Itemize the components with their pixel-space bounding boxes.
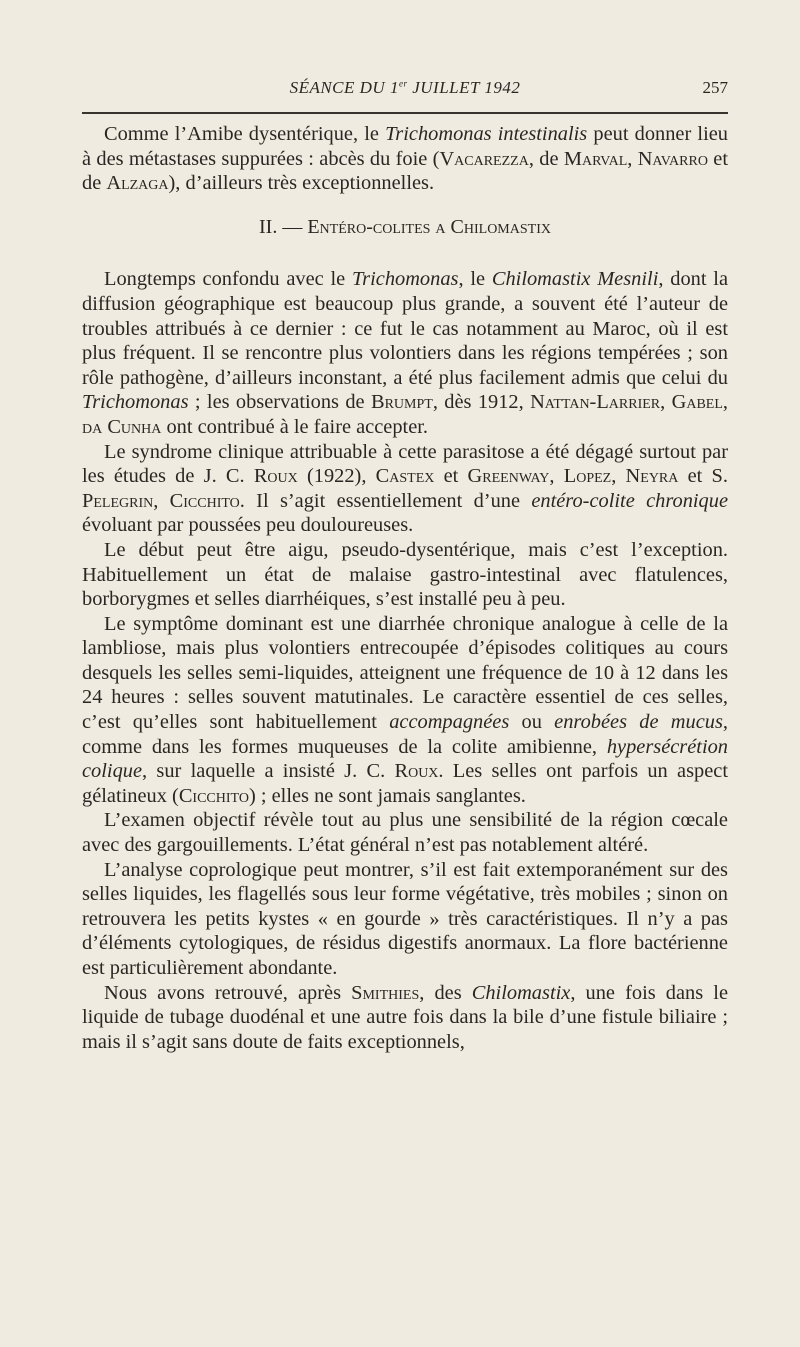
author-name: da Cunha xyxy=(82,415,162,438)
author-name: Smithies xyxy=(351,981,420,1004)
text-span: ; les observations de xyxy=(188,391,371,414)
text-span: , de xyxy=(528,147,564,170)
paragraph-syndrome xyxy=(82,440,728,538)
text-span: Longtemps confondu avec le xyxy=(104,268,352,291)
author-name: Lopez xyxy=(563,465,612,488)
author-name: Pelegrin xyxy=(82,489,154,512)
text-span: , xyxy=(549,465,564,488)
author-name: Greenway xyxy=(467,465,550,488)
author-name: Neyra xyxy=(625,465,679,488)
taxon-name: Chilomastix xyxy=(471,981,571,1004)
header-rule xyxy=(82,112,728,114)
text-span: Comme l’Amibe dysentérique, le xyxy=(104,123,386,145)
emphasis: enrobées de mucus xyxy=(554,711,723,734)
page-number: 257 xyxy=(702,78,728,97)
section-heading xyxy=(82,215,728,240)
author-name: Navarro xyxy=(637,147,708,170)
paragraph-examination: L’examen objectif révèle tout au plus une sensibilité de la région cœcale avec des gargouillements. L’état général n’est pas notablement altéré. xyxy=(82,809,728,857)
author-name: Marval xyxy=(563,147,628,170)
author-name: Castex xyxy=(375,465,435,488)
text-span: et S. xyxy=(678,465,728,488)
text-span: , comme dans les formes muqueuses de la colite amibienne, xyxy=(82,711,728,758)
text-span: ont contribué à le faire accepter. xyxy=(161,415,429,438)
text-span: ), d’ailleurs très exceptionnelles. xyxy=(168,172,435,195)
running-header xyxy=(82,76,728,102)
paragraph-onset: Le début peut être aigu, pseudo-dysentérique, mais c’est l’exception. Habituellement un état de malaise gastro-intestinal avec flatulences, borborygmes et selles diarrhéiques, s’est installé peu à peu. xyxy=(82,538,728,611)
text-span: Le syndrome clinique attribuable à cette parasitose a été dégagé surtout par les études de J. C. xyxy=(82,440,728,488)
text-span: peut donner lieu à des métastases suppurées : abcès du foie ( xyxy=(82,123,728,170)
text-span: . Les selles ont parfois un aspect gélatineux ( xyxy=(82,760,728,807)
text-span: , xyxy=(627,147,638,170)
text-span: . Il s’agit essentiellement d’une xyxy=(239,489,532,512)
text-span: , xyxy=(660,391,672,414)
running-title-sup: er xyxy=(398,78,408,89)
author-name: Alzaga xyxy=(106,172,169,195)
text-span: , xyxy=(153,489,170,512)
running-title xyxy=(82,78,728,98)
emphasis: hypersécrétion colique xyxy=(82,735,728,783)
author-name: Nattan-Larrier xyxy=(530,391,661,414)
text-span: , dès 1912, xyxy=(432,391,531,414)
text-span: Nous avons retrouvé, après xyxy=(104,981,352,1004)
text-span: et xyxy=(434,465,468,488)
text-span: évoluant par poussées peu douloureuses. xyxy=(82,514,414,537)
author-name: Brumpt xyxy=(370,391,433,414)
text-span: et de xyxy=(82,147,728,195)
text-span: , le xyxy=(458,268,492,291)
author-name: Cicchito xyxy=(178,784,249,807)
article-body xyxy=(82,122,728,1054)
author-name: Gabel xyxy=(671,391,723,414)
taxon-name: Trichomonas intestinalis xyxy=(385,123,588,145)
text-span: , xyxy=(722,391,728,414)
paragraph-symptom xyxy=(82,612,728,809)
paragraph-intro-chilomastix xyxy=(82,267,728,439)
running-title-main: SÉANCE DU 1 xyxy=(289,78,399,97)
section-number: II. — xyxy=(259,215,308,238)
paragraph-metastases xyxy=(82,122,728,196)
author-name: Roux xyxy=(394,760,439,783)
author-name: Roux xyxy=(253,465,298,488)
emphasis: entéro-colite chronique xyxy=(531,489,728,512)
text-span: , dont la diffusion géographique est beaucoup plus grande, a souvent été l’auteur de troubles attribués à ce dernier : ce fut le cas notamment au Maroc, où il est plus fréquent. Il se rencontre plus volontiers dans les régions tempérées ; son rôle pathogène, d’ailleurs inconstant, a été plus facilement admis que celui du xyxy=(82,268,729,389)
text-span: , une fois dans le liquide de tubage duodénal et une autre fois dans la bile d’une fistule biliaire ; mais il s’agit sans doute de faits exceptionnels, xyxy=(82,981,728,1053)
paragraph-findings xyxy=(82,981,728,1055)
text-span: (1922), xyxy=(297,465,376,488)
text-span: , xyxy=(611,465,626,488)
paragraph-coprology: L’analyse coprologique peut montrer, s’il est fait extemporanément sur des selles liquides, les flagellés sous leur forme végétative, très mobiles ; sinon on retrouvera les petits kystes « en gourde » très caractéristiques. Il n’y a pas d’éléments cytologiques, de résidus digestifs anormaux. La flore bactérienne est particulièrement abondante. xyxy=(82,858,728,979)
taxon-name: Trichomonas xyxy=(351,268,459,291)
taxon-name: Trichomonas xyxy=(82,391,189,414)
author-name: Vacarezza xyxy=(439,147,529,170)
section-title: Entéro-colites a Chilomastix xyxy=(307,215,551,238)
text-span: Le symptôme dominant est une diarrhée chronique analogue à celle de la lambliose, mais plus volontiers entrecoupée d’épisodes colitiques au cours desquels les selles semi-liquides, atteignent une fréquence de 10 à 12 dans les 24 heures : selles souvent matutinales. Le caractère essentiel de ces selles, c’est qu’elles sont habituellement xyxy=(82,612,728,734)
text-span: ) ; elles ne sont jamais sanglantes. xyxy=(248,784,526,807)
text-span: , sur laquelle a insisté J. C. xyxy=(142,760,395,783)
emphasis: accompagnées xyxy=(389,711,510,734)
text-span: ou xyxy=(509,711,555,734)
running-title-rest: JUILLET 1942 xyxy=(407,78,521,97)
taxon-name: Chilomastix Mesnili xyxy=(491,268,659,291)
text-span: , des xyxy=(419,981,472,1004)
author-name: Cicchito xyxy=(169,489,240,512)
